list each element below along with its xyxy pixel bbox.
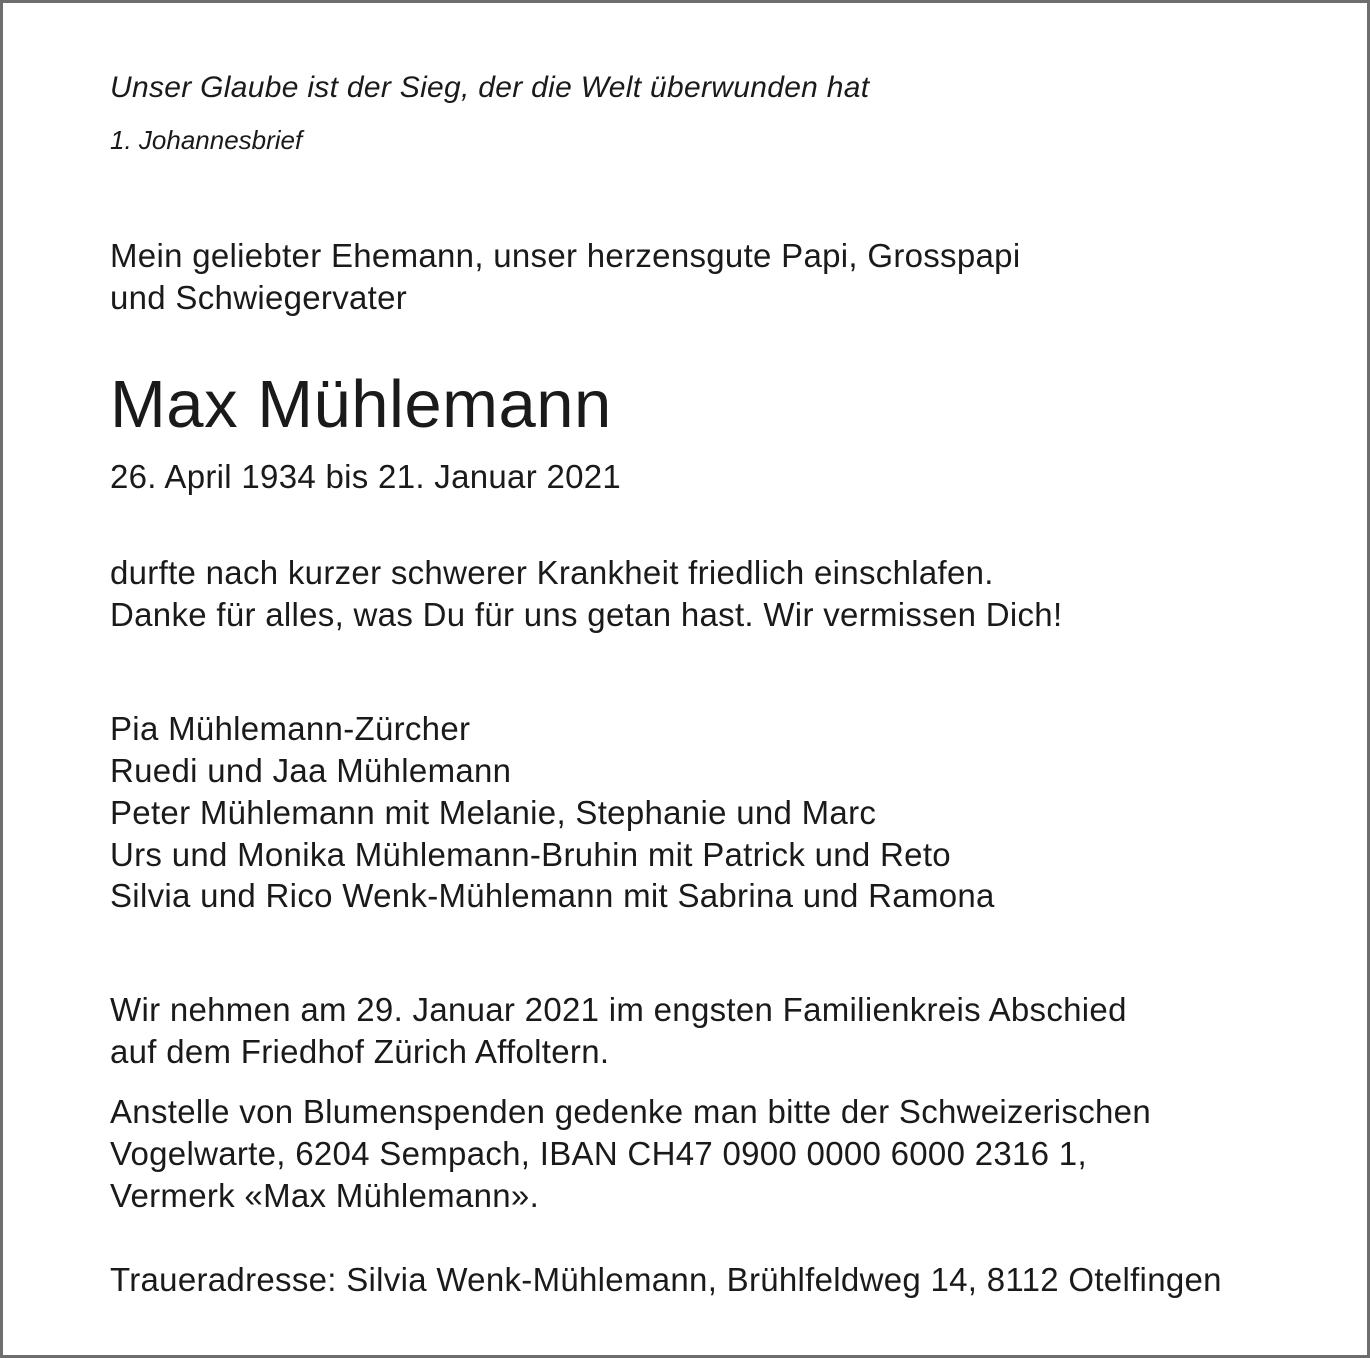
mourner-1: Pia Mühlemann-Zürcher — [110, 710, 471, 747]
message-line-1: durfte nach kurzer schwerer Krankheit friedlich einschlafen. — [110, 554, 994, 591]
motto-source: 1. Johannesbrief — [110, 125, 303, 155]
intro-line-1: Mein geliebter Ehemann, unser herzensgute Papi, Grosspapi — [110, 237, 1021, 274]
mourner-4: Urs und Monika Mühlemann-Bruhin mit Patrick und Reto — [110, 836, 951, 873]
mourner-5: Silvia und Rico Wenk-Mühlemann mit Sabrina und Ramona — [110, 877, 995, 914]
farewell-line-1: Wir nehmen am 29. Januar 2021 im engsten Familienkreis Abschied — [110, 991, 1127, 1028]
message-line-2: Danke für alles, was Du für uns getan hast. Wir vermissen Dich! — [110, 596, 1063, 633]
donation-line-1: Anstelle von Blumenspenden gedenke man bitte der Schweizerischen — [110, 1093, 1151, 1130]
donation-line-2: Vogelwarte, 6204 Sempach, IBAN CH47 0900 0000 6000 2316 1, — [110, 1135, 1087, 1172]
farewell-line-2: auf dem Friedhof Zürich Affoltern. — [110, 1033, 610, 1070]
donation-line-3: Vermerk «Max Mühlemann». — [110, 1177, 540, 1214]
deceased-name: Max Mühlemann — [110, 367, 612, 442]
intro-line-2: und Schwiegervater — [110, 279, 408, 316]
mourner-3: Peter Mühlemann mit Melanie, Stephanie und Marc — [110, 794, 877, 831]
motto-quote: Unser Glaube ist der Sieg, der die Welt überwunden hat — [110, 71, 870, 104]
mourner-2: Ruedi und Jaa Mühlemann — [110, 752, 512, 789]
mourning-address: Traueradresse: Silvia Wenk-Mühlemann, Brühlfeldweg 14, 8112 Otelfingen — [110, 1261, 1222, 1298]
life-dates: 26. April 1934 bis 21. Januar 2021 — [110, 458, 622, 495]
